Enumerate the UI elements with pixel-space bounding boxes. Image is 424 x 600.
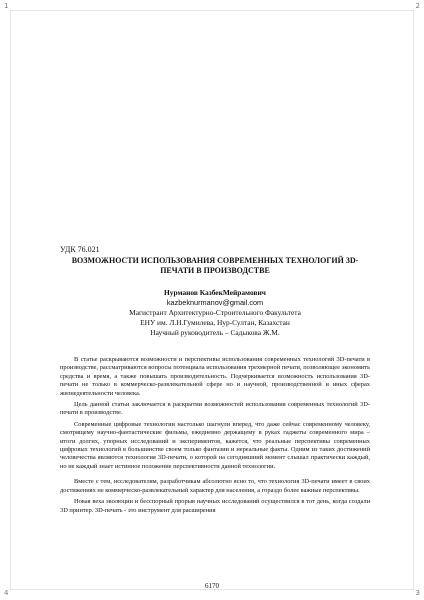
author-name: Нурманов КазбекМейрамович — [164, 288, 266, 297]
corner-mark-bottom-right: 3 — [415, 589, 420, 597]
paragraph: В статье раскрываются возможности и перспективы использования современных технологий 3D-печати в производстве, рассматриваются вопросы потенциала использования трехмерной печати, позволяющее экономить средства и время, а также повышать производительность. Подчеркивается возможность использования 3D-печати не только в коммерческо-развлекательной сфере но и научной, производственной и иных сферах жизнедеятельности человека. — [60, 356, 370, 397]
author-email: kazbeknurmanov@gmail.com — [166, 298, 264, 307]
author-affiliation-line: Магистрант Архитектурно-Строительного Факультета — [129, 308, 301, 317]
author-block — [60, 288, 370, 338]
corner-mark-bottom-left: 4 — [4, 589, 9, 597]
paragraph: Вместе с тем, исследователям, разработчикам абсолютно ясно то, что технология 3D-печати имеет в своих достижениях не коммерческо-развлекательный характер для населения, а гораздо более важные перспективы. — [60, 478, 370, 494]
author-affiliation-line: ЕНУ им. Л.Н.Гумилева, Нур-Султан, Казахстан — [140, 318, 290, 327]
corner-mark-top-right: 2 — [415, 2, 420, 10]
paragraph: Новая веха эволюции и бесспорный прорыв научных исследований осуществился в тот день, когда создали 3D принтер. 3D-печать - это инструмент для расширения — [60, 498, 370, 514]
page-content — [60, 245, 370, 518]
page-number: 6170 — [205, 582, 219, 590]
article-body — [60, 356, 370, 515]
udk-code: УДК 76.021 — [60, 245, 100, 254]
paragraph: Цель данной статьи заключается в раскрытии возможностей использования современных технологий 3D-печати в производстве. — [60, 401, 370, 417]
paragraph: Современные цифровые технологии настолько шагнули вперед, что даже сейчас современному человеку, смотрящему научно-фантастические фильмы, ежедневно держащему в руках гаджеты современного мира – итоги долгих, упорных исследований и экспериментов, кажется, что реальные перспективы современных цифровых технологий в большинстве своем только фантазии и нереальные факты. Одним из таких достижений человечества являются технология 3D-печати, о которой на сегодняшний момент слышал практически каждый, но не каждый знает истинное положение перспективности данной технологии. — [60, 420, 370, 470]
article-title: ВОЗМОЖНОСТИ ИСПОЛЬЗОВАНИЯ СОВРЕМЕННЫХ ТЕХНОЛОГИЙ 3D-ПЕЧАТИ В ПРОИЗВОДСТВЕ — [71, 256, 359, 275]
supervisor-line: Научный руководитель – Садыкова Ж.М. — [150, 328, 280, 337]
corner-mark-top-left: 1 — [4, 2, 9, 10]
